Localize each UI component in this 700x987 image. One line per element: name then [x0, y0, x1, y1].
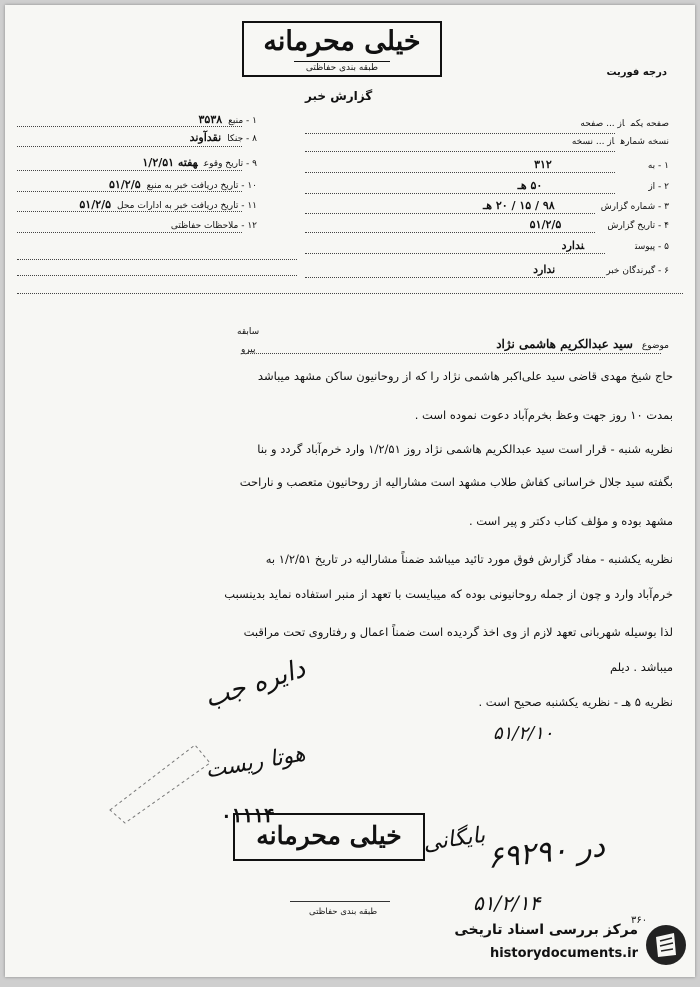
- handwritten-date-2: ۵۱/۲/۱۴: [473, 891, 541, 915]
- handwritten-number: در ۶۹۲۹۰: [485, 828, 607, 877]
- watermark-url: historydocuments.ir: [489, 946, 638, 961]
- faint-box-mark: [105, 735, 215, 825]
- stamp-title: خیلی محرمانه: [263, 26, 421, 57]
- side-label-history: سابقه: [237, 327, 260, 337]
- classification-stamp-top: [242, 21, 442, 77]
- body-line: نظریه شنبه - قرار است سید عبدالکریم هاشمی نژاد روز ۱/۲/۵۱ وارد خرم‌آباد گردد و بنا: [257, 442, 673, 456]
- priority-label: درجه فوریت: [606, 67, 667, 78]
- field-received-source: ۱۰ - تاریخ دریافت خبر به منبع۵۱/۲/۵: [108, 178, 257, 191]
- handwritten-signature: دایره جب: [200, 653, 309, 715]
- field-security-notes: ۱۲ - ملاحظات حفاظتی: [170, 221, 257, 231]
- field-report-date: ۴ - تاریخ گزارش۵۱/۲/۵: [529, 218, 669, 231]
- archive-logo-icon: [644, 923, 688, 967]
- field-region: ۸ - جنکانقدآوند: [189, 131, 257, 144]
- field-page: صفحه یکماز ... صفحه: [580, 119, 669, 129]
- body-line: نظریه ۵ هـ - نظریه یکشنبه صحیح است .: [478, 695, 673, 709]
- handwritten-code: ۰۱۱۱۴: [221, 803, 275, 827]
- stamp-subtitle: طبقه بندی حفاظتی: [294, 61, 390, 74]
- field-received-office: ۱۱ - تاریخ دریافت خبر به ادارات محل۵۱/۲/۵: [79, 198, 257, 211]
- field-report-number: ۳ - شماره گزارش۹۸ / ۱۵ / ۲۰ هـ: [482, 199, 669, 212]
- handwritten-archive: بایگانی: [421, 822, 487, 857]
- document-page: [5, 5, 695, 977]
- field-copy: نسخه شمارهاز ... نسخه: [571, 137, 669, 147]
- body-line: مشهد بوده و مؤلف کتاب دکتر و پیر است .: [468, 514, 673, 528]
- field-event-date: ۹ - تاریخ وقوعهفته ۱/۲/۵۱: [142, 156, 257, 169]
- body-line: میباشد . دیلم: [609, 660, 673, 674]
- handwritten-note: هوتا ریست: [203, 741, 308, 784]
- field-attachment: ۵ - پیوستندارد: [561, 239, 669, 252]
- body-line: بگفته سید جلال خراسانی کفاش طلاب مشهد است مشارالیه از روحانیون متعصب و ناراحت: [239, 475, 673, 489]
- field-from: ۲ - از۵۰ هـ: [517, 179, 669, 192]
- watermark-logo: [415, 919, 690, 973]
- watermark-title: مرکز بررسی اسناد تاریخی: [454, 922, 638, 938]
- body-line: لذا بوسیله شهربانی تعهد لازم از وی اخذ گردیده است ضمناً اعمال و رفتاروی تحت مراقبت: [243, 625, 673, 639]
- field-to: ۱ - به۳۱۲: [534, 158, 669, 171]
- subject-line: موضوع سید عبدالکریم هاشمی نژاد: [496, 337, 669, 351]
- handwritten-date: ۵۱/۲/۱۰: [493, 723, 554, 744]
- small-number: ۳۶۰: [631, 915, 648, 926]
- bottom-classification-label: طبقه بندی حفاظتی: [309, 907, 378, 917]
- body-line: نظریه یکشنبه - مفاد گزارش فوق مورد تائید میباشد ضمناً مشارالیه در تاریخ ۱/۲/۵۱ به: [265, 552, 673, 566]
- body-line: بمدت ۱۰ روز جهت وعظ بخرم‌آباد دعوت نموده است .: [414, 408, 673, 422]
- report-title: گزارش خبر: [305, 89, 373, 103]
- body-line: خرم‌آباد وارد و چون از جمله روحانیونی بوده که میبایست با تعهد از منبر استفاده نماید بدینسبب: [224, 587, 673, 601]
- side-label-followup: پیرو: [241, 345, 256, 355]
- stamp-bottom-title: خیلی محرمانه: [256, 821, 402, 850]
- body-line: حاج شیخ مهدی قاضی سید علی‌اکبر هاشمی نژاد را که از روحانیون ساکن مشهد میباشد: [257, 369, 673, 383]
- field-source: ۱ - منبع۳۵۳۸: [198, 113, 257, 126]
- field-recipients: ۶ - گیرندگان خبرندارد: [533, 263, 669, 276]
- classification-stamp-bottom: [233, 813, 425, 861]
